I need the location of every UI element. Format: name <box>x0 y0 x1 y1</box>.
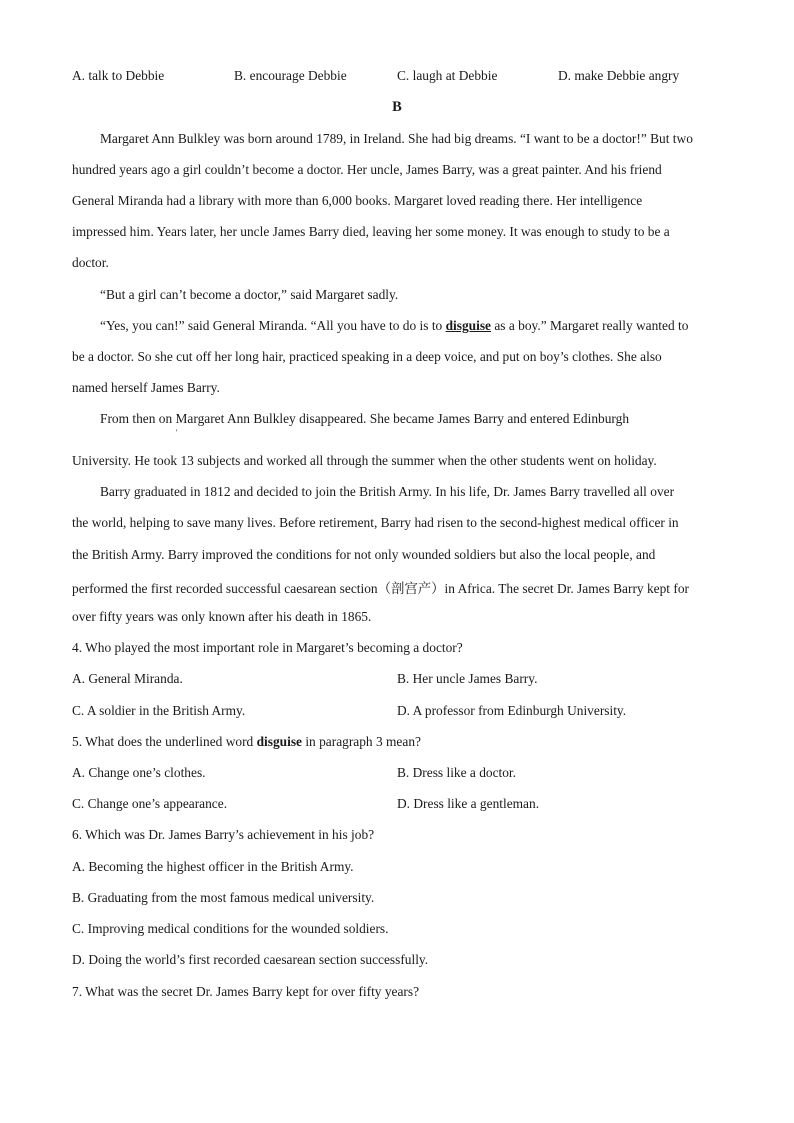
question-6-option-d: D. Doing the world’s first recorded caesarean section successfully. <box>72 952 429 967</box>
prev-option-a: A. talk to Debbie <box>72 68 165 83</box>
question-5-option-b: B. Dress like a doctor. <box>397 765 517 780</box>
question-text: in paragraph 3 mean? <box>301 734 421 749</box>
passage-line: hundred years ago a girl couldn’t become a doctor. Her uncle, James Barry, was a great painter. And his friend <box>72 162 662 177</box>
keyword: disguise <box>256 734 302 749</box>
section-heading: B <box>392 99 402 115</box>
passage-line: the British Army. Barry improved the conditions for not only wounded soldiers but also the local people, and <box>72 547 656 562</box>
passage-line: named herself James Barry. <box>72 380 220 395</box>
passage-text: “Yes, you can!” said General Miranda. “All you have to do is to <box>100 318 446 333</box>
question-4-option-c: C. A soldier in the British Army. <box>72 703 246 718</box>
passage-line: the world, helping to save many lives. Before retirement, Barry had risen to the second-highest medical officer in <box>72 515 679 530</box>
prev-option-c: C. laugh at Debbie <box>397 68 498 83</box>
passage-line: Margaret Ann Bulkley was born around 1789, in Ireland. She had big dreams. “I want to be a doctor!” But two <box>100 131 693 146</box>
question-6-option-b: B. Graduating from the most famous medical university. <box>72 890 375 905</box>
question-6-option-a: A. Becoming the highest officer in the British Army. <box>72 859 354 874</box>
question-4-option-d: D. A professor from Edinburgh University. <box>397 703 627 718</box>
question-5-option-d: D. Dress like a gentleman. <box>397 796 540 811</box>
passage-line: over fifty years was only known after his death in 1865. <box>72 609 372 624</box>
passage-line: University. He took 13 subjects and worked all through the summer when the other students went on holiday. <box>72 453 657 468</box>
question-5-stem <box>72 734 421 750</box>
underlined-word: disguise <box>445 318 491 333</box>
passage-line: be a doctor. So she cut off her long hair, practiced speaking in a deep voice, and put on boy’s clothes. She also <box>72 349 662 364</box>
passage-line: doctor. <box>72 255 109 270</box>
question-7-stem: 7. What was the secret Dr. James Barry kept for over fifty years? <box>72 984 420 999</box>
question-text: 5. What does the underlined word <box>72 734 257 749</box>
question-4-stem: 4. Who played the most important role in Margaret’s becoming a doctor? <box>72 640 463 655</box>
question-5-option-c: C. Change one’s appearance. <box>72 796 228 811</box>
passage-line: From then on Margaret Ann Bulkley disappeared. She became James Barry and entered Edinburgh <box>100 411 630 426</box>
passage-line: “But a girl can’t become a doctor,” said Margaret sadly. <box>100 287 399 302</box>
question-5-option-a: A. Change one’s clothes. <box>72 765 206 780</box>
passage-line: performed the first recorded successful caesarean section（剖宫产）in Africa. The secret Dr. James Barry kept for <box>72 581 689 596</box>
passage-line: General Miranda had a library with more than 6,000 books. Margaret loved reading there. Her intelligence <box>72 193 643 208</box>
passage-line <box>100 318 688 334</box>
prev-option-d: D. make Debbie angry <box>558 68 680 83</box>
passage-line: Barry graduated in 1812 and decided to join the British Army. In his life, Dr. James Barry travelled all over <box>100 484 675 499</box>
passage-text: as a boy.” Margaret really wanted to <box>491 318 689 333</box>
passage-line: impressed him. Years later, her uncle James Barry died, leaving her some money. It was enough to study to be a <box>72 224 670 239</box>
prev-option-b: B. encourage Debbie <box>234 68 347 83</box>
question-4-option-a: A. General Miranda. <box>72 671 183 686</box>
stray-mark: ' <box>176 428 178 437</box>
question-6-option-c: C. Improving medical conditions for the wounded soldiers. <box>72 921 389 936</box>
question-6-stem: 6. Which was Dr. James Barry’s achievement in his job? <box>72 827 375 842</box>
question-4-option-b: B. Her uncle James Barry. <box>397 671 538 686</box>
